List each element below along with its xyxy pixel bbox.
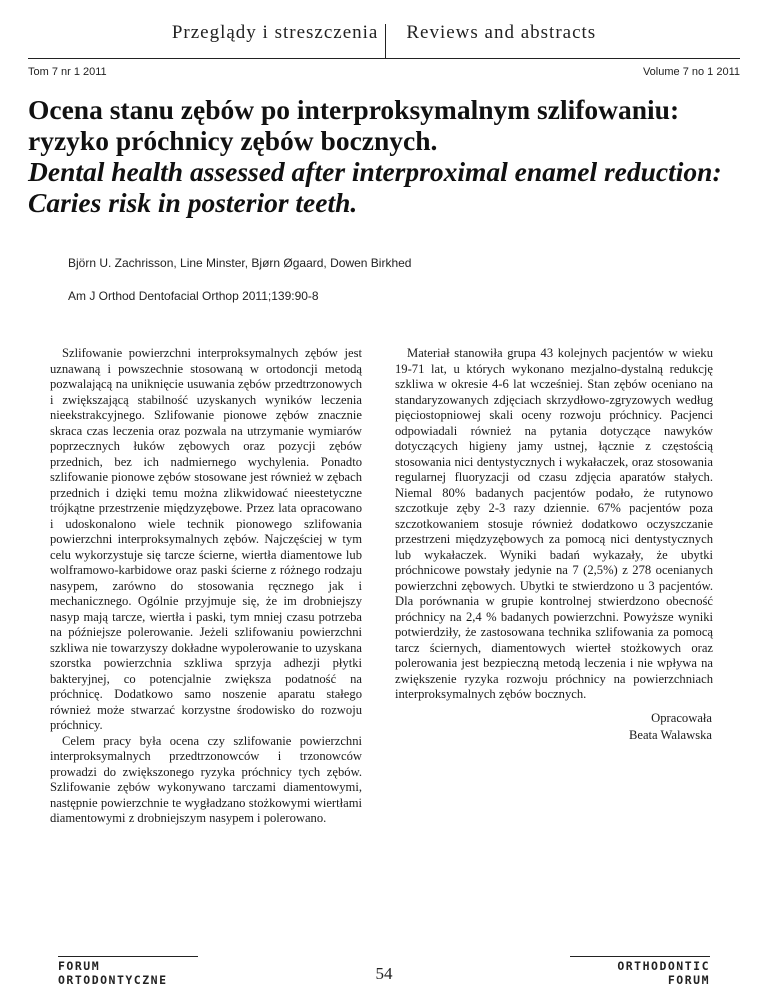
title-pl-line1: Ocena stanu zębów po interproksymalnym szlifowaniu: <box>28 94 680 125</box>
footer-pl-line2: ORTODONTYCZNE <box>58 973 168 987</box>
article-title <box>28 94 740 218</box>
section-title-en: Reviews and abstracts <box>406 22 597 43</box>
volume-en: Volume 7 no 1 2011 <box>642 66 740 78</box>
section-titles <box>0 22 768 44</box>
section-title-pl: Przeglądy i streszczenia <box>171 22 379 43</box>
body-column-left <box>50 346 362 827</box>
body-paragraph: Celem pracy była ocena czy szlifowanie powierzchni interproksymalnych przedtrzonowców i trzonowców prowadzi do zwiększonego ryzyka próchnicy tych zębów. Szlifowanie zębów wykonywano tarczami diamentowymi, następnie powierzchnie te wygładzano stożkowymi wiertłami diamentowymi z drobniejszym nasypem i polerowano. <box>50 733 362 825</box>
body-paragraph: Materiał stanowiła grupa 43 kolejnych pacjentów w wieku 19-71 lat, u których wykonano mezjalno-dystalną redukcję szkliwa w okresie 4-6 lat wcześniej. Stan zębów oceniano na standaryzowanych zdjęciach skrzydłowo-zgryzowych według pięciostopniowej skali oceny rozwoju próchnicy. Pacjenci odpowiadali również na pytania dotyczące nawyków dotyczących higieny jamy ustnej, łącznie z częstością stosowania nici dentystycznych i wykałaczek, oraz stosowania regularnej fluoryzacji od czasu zdjęcia aparatów stałych. Niemal 80% badanych pacjentów podało, że rutynowo szczotkuje zęby 2-3 razy dziennie. 67% pacjentów poza szczotkowaniem stosuje również dodatkowo oczyszczanie przestrzeni międzyzębowych za pomocą nici dentystycznych lub wykałaczek. Wyniki badań wykazały, że ubytki próchnicowe powstały jedynie na 7 (2,5%) z 278 ocenianych powierzchni zębowych. Ubytki te stwierdzono u 3 pacjentów. Dla porównania w grupie kontrolnej stwierdzono obecność próchnicy na 2,4 % badanych powierzchni. Powyższe wyniki potwierdziły, że zastosowana technika szlifowania za pomocą tarcz ściernych, diamentowych wierteł stożkowych oraz polerowania jest bezpieczną metodą leczenia i nie wpływa na zwiększenie ryzyka rozwoju próchnicy na powierzchniach interproksymalnych zębów bocznych. <box>395 346 713 701</box>
footer-en-line2: FORUM <box>667 973 710 987</box>
page-number: 54 <box>375 964 393 983</box>
title-pl-line2: ryzyko próchnicy zębów bocznych. <box>28 125 438 156</box>
footer-en-line1: ORTHODONTIC <box>617 959 710 973</box>
authors: Björn U. Zachrisson, Line Minster, Bjørn Øgaard, Dowen Birkhed <box>68 256 412 270</box>
footer-journal-en <box>617 959 710 987</box>
footer-rule-right <box>570 956 710 957</box>
section-divider <box>385 24 386 58</box>
signature-label: Opracowała <box>651 711 712 725</box>
body-paragraph: Szlifowanie powierzchni interproksymalnych zębów jest uznawaną i powszechnie stosowaną w ortodoncji metodą pozwalającą na uniknięcie usuwania zębów przedtrzonowych i zwiększającą stabilność uzyskanych wyników leczenia nieekstrakcyjnego. Szlifowanie pionowe zębów znacznie skraca czas leczenia oraz pozwala na utrzymanie wymiarów poprzecznych łuków zębowych oraz pozycji zębów przednich, bez ich nadmiernego wychylenia. Ponadto szlifowanie pionowe zębów stosowane jest również w zębach przednich i dzięki temu można zlikwidować nieestetyczne trójkątne przestrzenie międzyzębowe. Przez lata opracowano i udoskonalono wiele technik pionowego szlifowania powierzchni interproksymalnych zębów. Najczęściej w tym celu wykorzystuje się tarcze ścierne, wiertła diamentowe lub wolframowo-karbidowe oraz paski ścierne z różnego rodzaju nasypem, zarówno do stosowania ręcznego jak i mechanicznego. Ogólnie przyjmuje się, że im drobniejszy nasyp mają tarcze, wiertła i paski, tym mniej czasu potrzeba na późniejsze polerowanie. Jeżeli szlifowaniu powierzchni szkliwa nie towarzyszy dokładne wypolerowanie to uzyskana szorstka powierzchnia szkliwa sprzyja adhezji płytki bakteryjnej, co potencjalnie zwiększa podatność na próchnicę. Dodatkowo samo noszenie aparatu stałego również może stwarzać korzystne środowisko do rozwoju próchnicy. <box>50 346 362 732</box>
citation: Am J Orthod Dentofacial Orthop 2011;139:90-8 <box>68 289 319 303</box>
volume-pl: Tom 7 nr 1 2011 <box>28 66 107 78</box>
title-en-line1: Dental health assessed after interproximal enamel reduction: <box>28 156 722 187</box>
journal-header <box>0 0 768 62</box>
body-column-right <box>395 346 713 703</box>
header-rule <box>28 58 740 59</box>
title-en-line2: Caries risk in posterior teeth. <box>28 187 358 218</box>
signature <box>540 710 712 744</box>
footer-pl-line1: FORUM <box>58 959 101 973</box>
footer-rule-left <box>58 956 198 957</box>
signature-name: Beata Walawska <box>628 728 712 742</box>
